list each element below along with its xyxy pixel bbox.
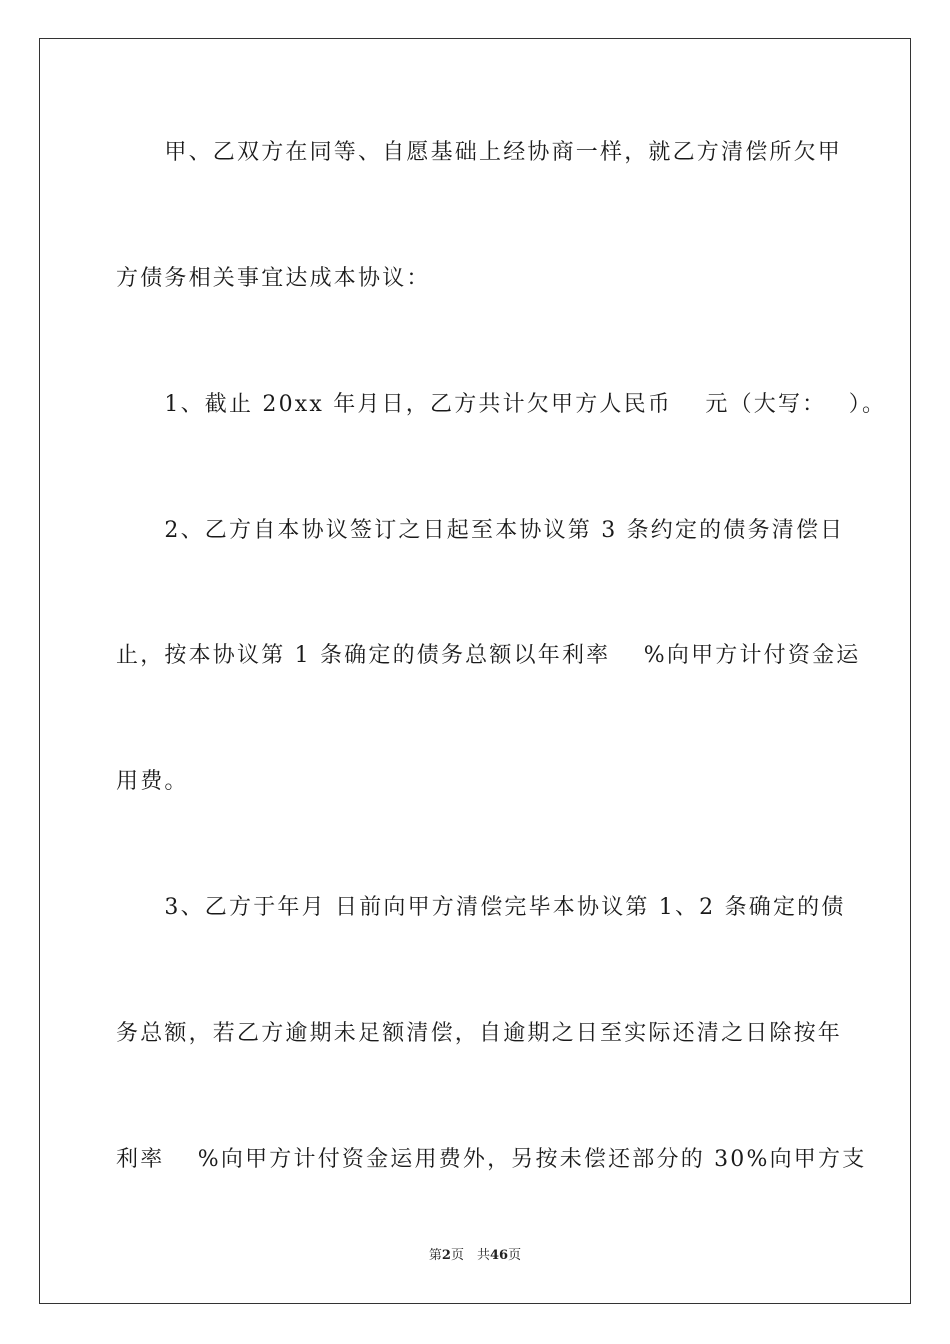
text-line: 2、乙方自本协议签订之日起至本协议第 3 条约定的债务清偿日 (116, 518, 845, 543)
text-line: 用费。 (116, 769, 189, 794)
total-pages-number: 46 (489, 1248, 509, 1263)
page-border (39, 38, 911, 1304)
text-line: 务总额，若乙方逾期未足额清偿，自逾期之日至实际还清之日除按年 (116, 1021, 843, 1046)
text-line: 3、乙方于年月 日前向甲方清偿完毕本协议第 1、2 条确定的债 (116, 895, 846, 920)
page-prefix: 第 (428, 1248, 442, 1263)
text-line: 止，按本协议第 1 条确定的债务总额以年利率 %向甲方计付资金运 (116, 643, 861, 668)
text-line: 方债务相关事宜达成本协议： (116, 266, 431, 291)
text-line: 利率 %向甲方计付资金运用费外，另按未偿还部分的 30%向甲方支 (116, 1147, 867, 1172)
page-mid: 页 共 (450, 1248, 490, 1263)
current-page-number: 2 (441, 1248, 451, 1263)
text-line: 1、截止 20xx 年月日，乙方共计欠甲方人民币 元（大写： ）。 (116, 392, 887, 417)
text-line: 甲、乙双方在同等、自愿基础上经协商一样，就乙方清偿所欠甲 (116, 140, 843, 165)
page-suffix: 页 (508, 1248, 522, 1263)
page-footer (0, 1246, 950, 1266)
